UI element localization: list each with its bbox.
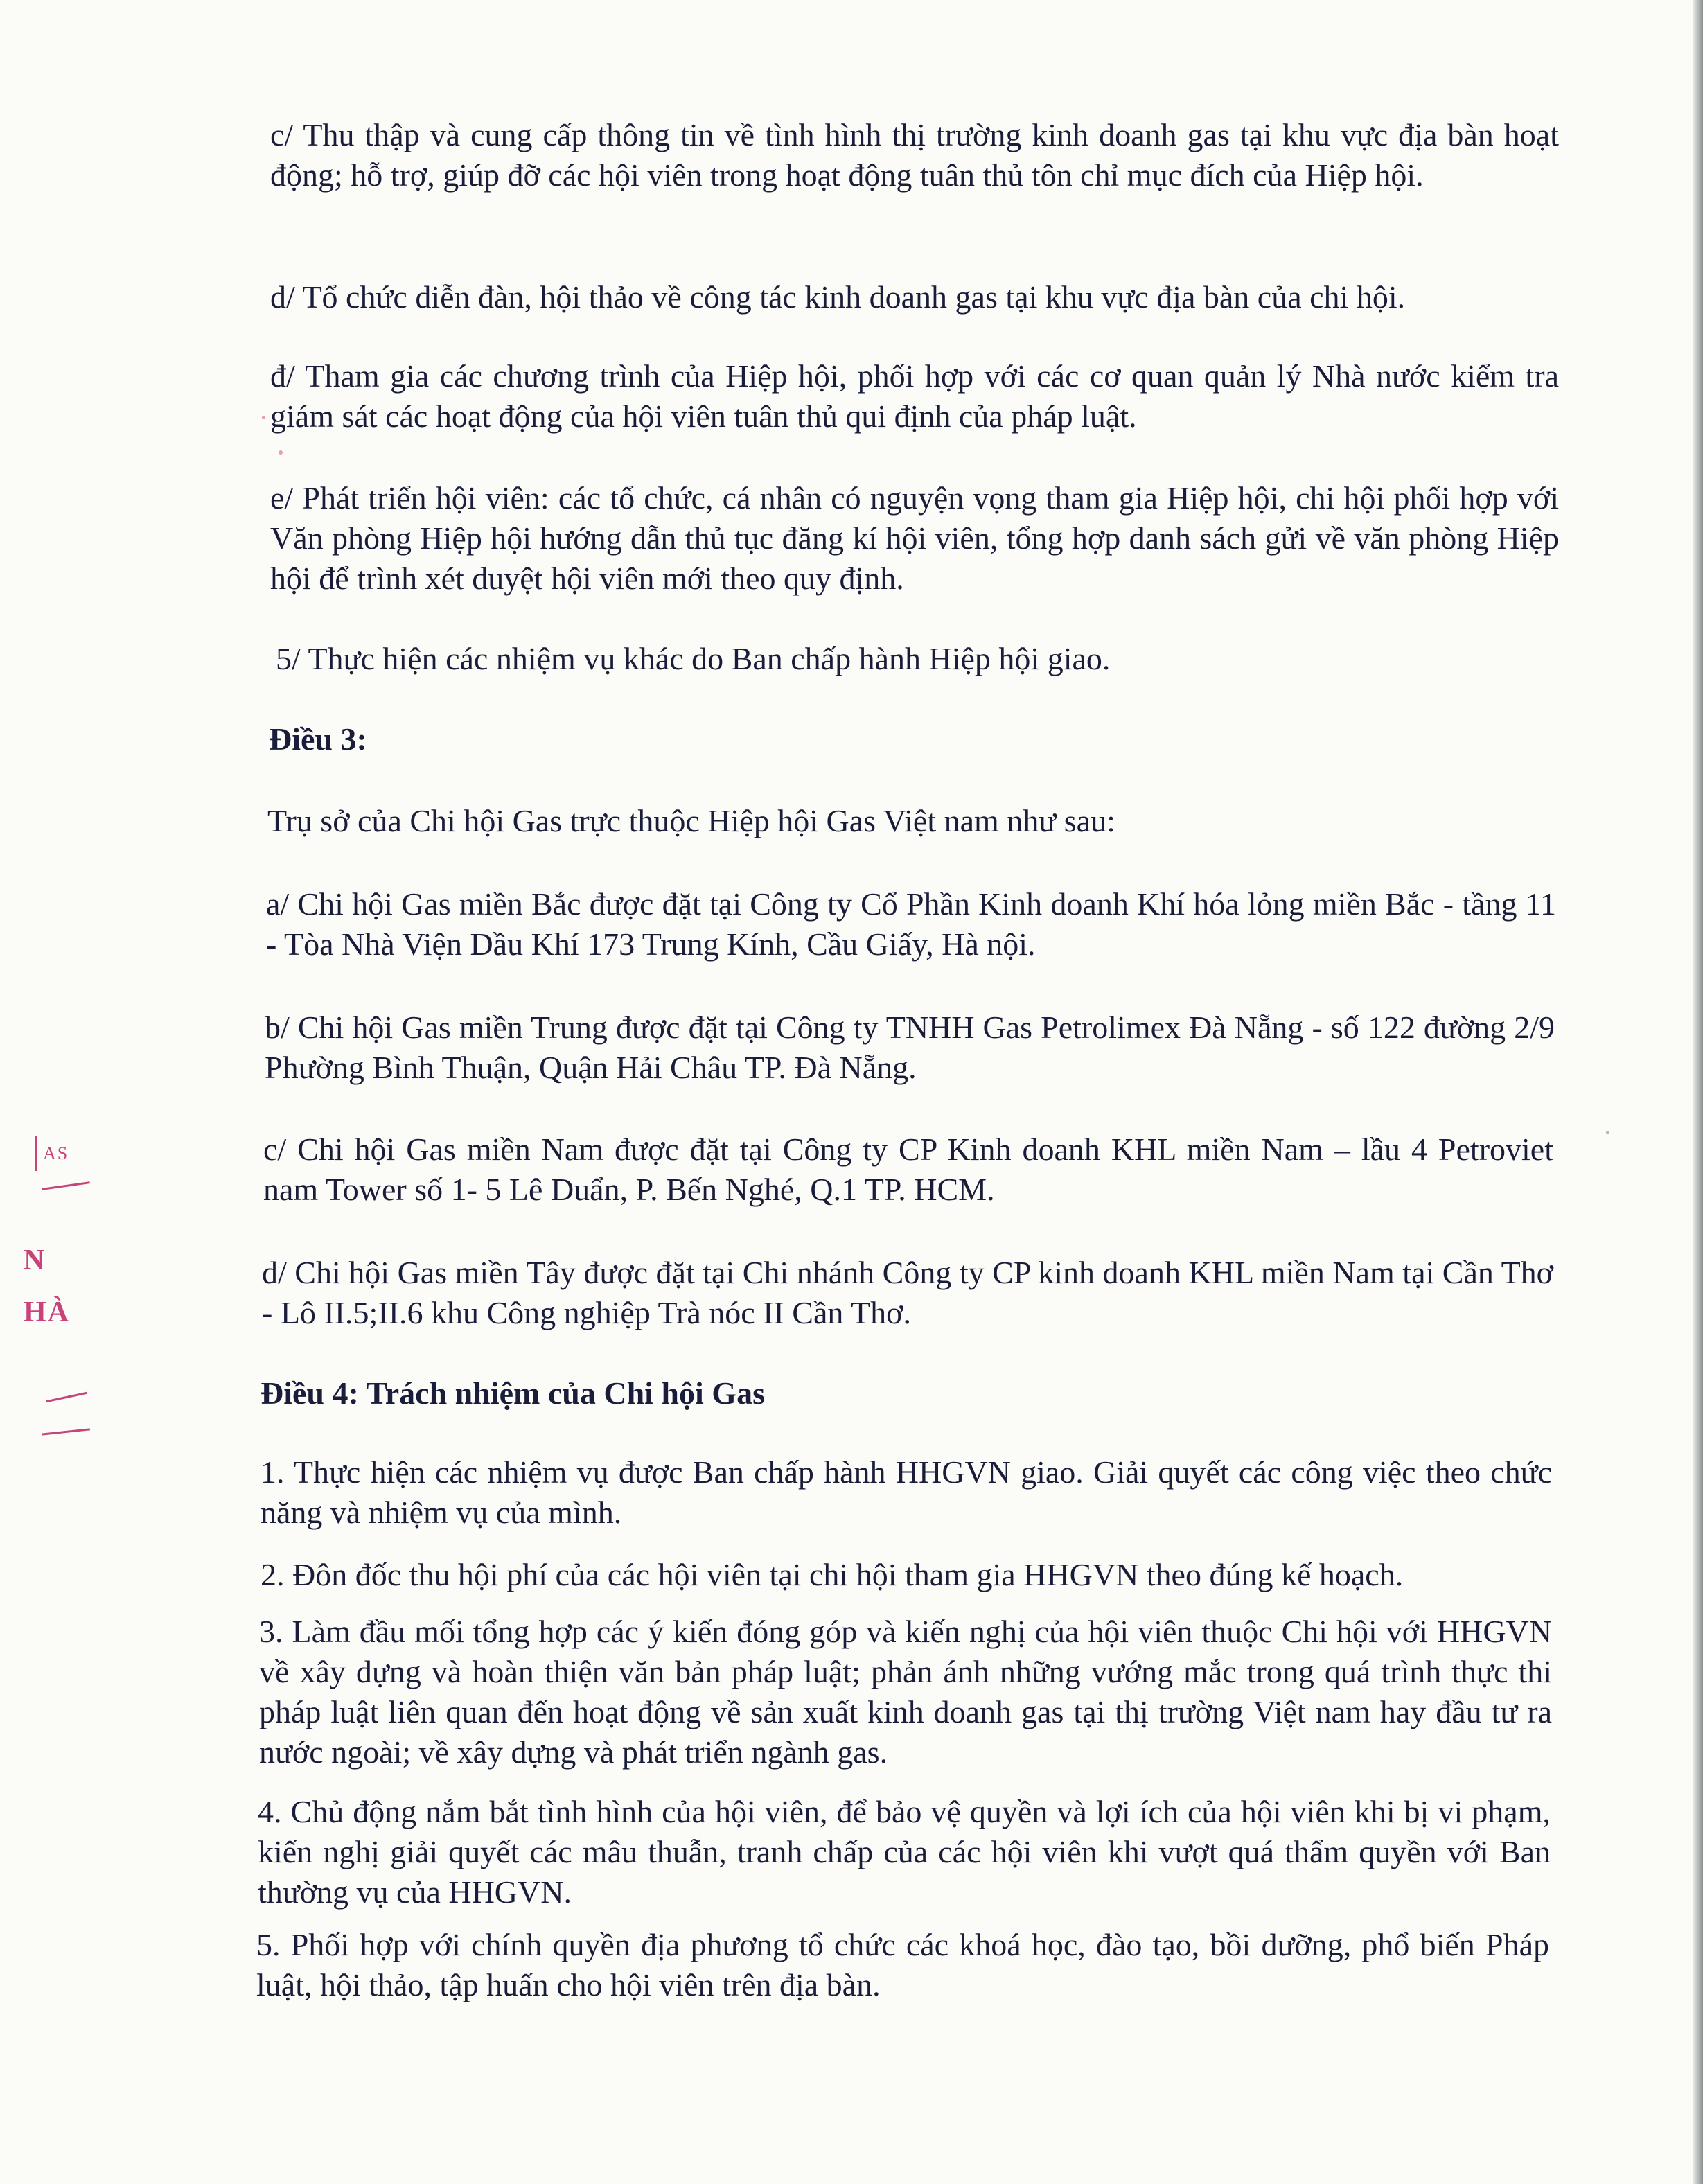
paragraph-e: e/ Phát triển hội viên: các tổ chức, cá nhân có nguyện vọng tham gia Hiệp hội, chi hội phối hợp với Văn phòng Hiệp hội hướng dẫn thủ tục đăng kí hội viên, tổng hợp danh sách gửi về văn phòng Hiệp hội để trình xét duyệt hội viên mới theo quy định. [270, 480, 1559, 596]
stamp-stroke [42, 1181, 90, 1190]
article-4-item-3: 3. Làm đầu mối tổng hợp các ý kiến đóng góp và kiến nghị của hội viên thuộc Chi hội với HHGVN về xây dựng và hoàn thiện văn bản pháp luật; phản ánh những vướng mắc trong quá trình thực thi pháp luật liên quan đến hoạt động về sản xuất kinh doanh gas tại thị trường Việt nam hay đầu tư ra nước ngoài; về xây dựng và phát triển ngành gas. [259, 1614, 1552, 1770]
article-3-heading: Điều 3: [269, 721, 367, 757]
ink-speck [279, 450, 283, 455]
ink-speck [262, 416, 265, 419]
stamp-stroke [46, 1392, 87, 1402]
stamp-text-n: N [24, 1244, 46, 1276]
stamp-stroke [42, 1428, 90, 1435]
article-4-item-2: 2. Đôn đốc thu hội phí của các hội viên tại chi hội tham gia HHGVN theo đúng kế hoạch. [261, 1557, 1404, 1592]
stamp-stroke [35, 1136, 37, 1171]
stamp-text-ha: HÀ [24, 1296, 70, 1328]
stamp-text-as: AS [43, 1143, 69, 1163]
article-4-item-5: 5. Phối hợp với chính quyền địa phương tổ chức các khoá học, đào tạo, bồi dưỡng, phổ biến Pháp luật, hội thảo, tập huấn cho hội viên trên địa bàn. [256, 1927, 1549, 2002]
paragraph-dd: đ/ Tham gia các chương trình của Hiệp hội, phối hợp với các cơ quan quản lý Nhà nước kiểm tra giám sát các hoạt động của hội viên tuân thủ qui định của pháp luật. [270, 358, 1559, 434]
article-4-item-4: 4. Chủ động nắm bắt tình hình của hội viên, để bảo vệ quyền và lợi ích của hội viên khi bị vi phạm, kiến nghị giải quyết các mâu thuẫn, tranh chấp của các hội viên khi vượt quá thẩm quyền với Ban thường vụ của HHGVN. [258, 1794, 1551, 1910]
ink-speck [1606, 1131, 1609, 1134]
paragraph-item-5: 5/ Thực hiện các nhiệm vụ khác do Ban chấp hành Hiệp hội giao. [276, 641, 1111, 676]
margin-stamp-fragment [14, 1129, 97, 1448]
article-4-item-1: 1. Thực hiện các nhiệm vụ được Ban chấp hành HHGVN giao. Giải quyết các công việc theo chức năng và nhiệm vụ của mình. [261, 1454, 1552, 1530]
article-4-heading: Điều 4: Trách nhiệm của Chi hội Gas [261, 1375, 765, 1411]
paragraph-c: c/ Thu thập và cung cấp thông tin về tình hình thị trường kinh doanh gas tại khu vực địa bàn hoạt động; hỗ trợ, giúp đỡ các hội viên trong hoạt động tuân thủ tôn chỉ mục đích của Hiệp hội. [270, 117, 1559, 193]
paragraph-d: d/ Tổ chức diễn đàn, hội thảo về công tác kinh doanh gas tại khu vực địa bàn của chi hội. [270, 279, 1406, 315]
article-3-intro: Trụ sở của Chi hội Gas trực thuộc Hiệp hội Gas Việt nam như sau: [267, 803, 1115, 838]
scan-edge [1693, 0, 1703, 2184]
article-3-item-c: c/ Chi hội Gas miền Nam được đặt tại Công ty CP Kinh doanh KHL miền Nam – lầu 4 Petroviet nam Tower số 1- 5 Lê Duẩn, P. Bến Nghé, Q.1 TP. HCM. [263, 1131, 1553, 1207]
article-3-item-a: a/ Chi hội Gas miền Bắc được đặt tại Công ty Cổ Phần Kinh doanh Khí hóa lỏng miền Bắc - tầng 11 - Tòa Nhà Viện Dầu Khí 173 Trung Kính, Cầu Giấy, Hà nội. [266, 886, 1556, 962]
article-3-item-b: b/ Chi hội Gas miền Trung được đặt tại Công ty TNHH Gas Petrolimex Đà Nẵng - số 122 đường 2/9 Phường Bình Thuận, Quận Hải Châu TP. Đà Nẵng. [265, 1010, 1555, 1085]
article-3-item-d: d/ Chi hội Gas miền Tây được đặt tại Chi nhánh Công ty CP kinh doanh KHL miền Nam tại Cần Thơ - Lô II.5;II.6 khu Công nghiệp Trà nóc II Cần Thơ. [262, 1255, 1553, 1330]
